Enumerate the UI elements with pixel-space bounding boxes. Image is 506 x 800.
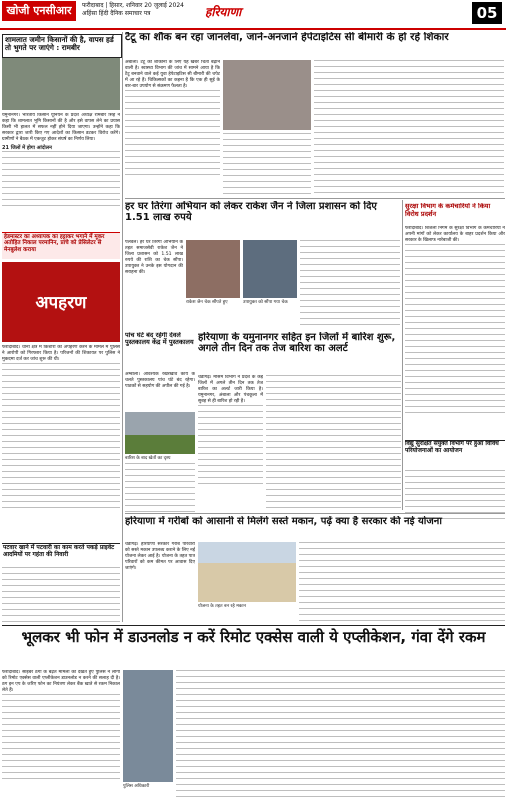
lead-headline: टैटू का शौक बन रहा जानलेवा, जाने-अनजाने हेपेटाइटिस सी बीमारी के हो रहे शिकार: [125, 32, 449, 43]
bottom-headline-box: [2, 628, 505, 666]
lead-body-2: [223, 133, 311, 195]
section-rule-2: [125, 513, 505, 514]
patwar-headline: पटवार खाने में पटवारी का काम करते पकड़े प्राइवेट आदमियों पर गहंता की निवारी: [3, 544, 115, 558]
field-caption: बारिश के बाद खेतों का दृश्य: [125, 456, 171, 461]
left-body: [2, 113, 120, 231]
left-headline-box: [2, 34, 122, 58]
rain-body-text: चंडीगढ़। मौसम विभाग ने प्रदेश के कई जिलों में अगले तीन दिन तक तेज बारिश का अलर्ट जारी किया है। यमुनानगर, अंबाला और पंचकूला में सुबह से ही बारिश हो रही है।: [198, 375, 263, 404]
right-body-lines: [405, 244, 505, 414]
left-body-lines: [2, 151, 120, 211]
bottom-body-lines: [2, 694, 120, 784]
left-headline: शामलात जमीन किसानों की है, वापस हर्ड तो भुगते पर जाएंगे : रामबीर: [5, 35, 114, 53]
right-title-2-box: [405, 440, 505, 469]
housing-headline: हरियाणा में गरीबों को आसानी से मिलेंगे सस्ते मकान, पढ़ें क्या है सरकार की नई योजना: [125, 516, 442, 527]
patwar-body: [2, 567, 120, 622]
officer-caption: पुलिस अधिकारी: [123, 784, 150, 789]
housing-body-2: [299, 542, 505, 622]
pustak-headline-box: [125, 332, 195, 370]
flag-body: [125, 240, 183, 330]
bottom-body-text: फरीदाबाद। साइबर ठगी के बढ़ते मामलों को देखते हुए पुलिस ने लोगों को रिमोट एक्सेस वाली एप्लीकेशन डाउनलोड न करने की सलाह दी है। ठग इन एप के जरिए फोन का नियंत्रण लेकर बैंक खाते से रकम निकाल लेते हैं।: [2, 670, 120, 693]
crime-body-lines: [2, 363, 120, 513]
right-rule: [402, 200, 403, 510]
section-rule-1: [125, 198, 505, 199]
crime-banner: [2, 262, 120, 342]
crime-body: [2, 345, 120, 540]
housing-body: [125, 542, 195, 622]
group-photo: [2, 58, 120, 110]
flag-headline: हर घर तिरंगा अभियान को लेकर राकेश जैन ने जिला प्रशासन को दिए 1.51 लाख रुपये: [125, 201, 377, 224]
section-title: हरियाणा: [205, 5, 242, 19]
flag-photo-1: [186, 240, 240, 298]
right-body-lines-2: [405, 470, 505, 522]
bottom-body: [2, 670, 120, 798]
rain-headline: हरियाणा के यमुनानगर सहित इन जिलों में बारिश शुरू, अगले तीन दिन तक तेज बारिश का अलर्ट: [198, 332, 396, 355]
housing-caption: योजना के तहत बन रहे मकान: [198, 604, 247, 609]
rain-body-lines: [198, 405, 263, 485]
flag-headline-box: [125, 201, 401, 237]
housing-body-lines: [299, 542, 505, 622]
flag-caption-1: राकेश जैन चेक सौंपते हुए: [186, 300, 228, 305]
pustak-headline: पांच घंटे बंद रहेगी देवले पुस्तकालय केंद्र में पुस्तकालय: [125, 332, 194, 347]
right-title-box: [405, 203, 505, 225]
right-body-2: [405, 470, 505, 522]
rain-body-lines-2: [266, 375, 401, 510]
paper-name: खोजी एनसीआर: [2, 1, 76, 21]
pustak-body-lines: [125, 463, 195, 513]
right-body: [405, 226, 505, 436]
lead-body-3: [314, 60, 504, 195]
patwar-body-lines: [2, 567, 120, 622]
patwar-headline-box: [2, 543, 120, 566]
column-rule: [122, 32, 123, 622]
lead-body-lines-2: [223, 133, 311, 195]
lead-body-lines: [125, 90, 220, 180]
page-number: 05: [472, 2, 502, 24]
lead-headline-box: [125, 32, 505, 58]
flag-body-2: [300, 240, 400, 330]
rain-body-2: [266, 375, 401, 510]
left-body-text: यमुनानगर। भारतीय किसान यूनियन के प्रदेश अध्यक्ष रामबीर सिंह ने कहा कि शामलात भूमि किसानों की है और इसे वापस लेने का प्रयास किसी भी हालत में सफल नहीं होने दिया जाएगा। उन्होंने कहा कि सरकार द्वारा जारी किए गए आदेशों का किसान डटकर विरोध करेंगे। ग्रामीणों ने बैठक में एकजुट होकर संघर्ष का निर्णय लिया।: [2, 113, 120, 142]
crime-body-text: फरीदाबाद। थाना क्षेत्र में किशोरी का अपहरण करने के मामले में पुलिस ने आरोपी को गिरफ्तार किया है। परिजनों की शिकायत पर पुलिस ने मुकदमा दर्ज कर जांच शुरू की थी।: [2, 345, 120, 362]
masthead: [0, 0, 506, 30]
flag-body-text: पलवल। हर घर तिरंगा अभियान के तहत समाजसेवी राकेश जैन ने जिला प्रशासन को 1.51 लाख रुपये की राशि का चेक सौंपा। उपायुक्त ने उनके इस योगदान की सराहना की।: [125, 240, 183, 275]
crime-title: अपहरण: [35, 293, 87, 313]
right-title-2: विद्यु सुरक्षित संयुक्त विभाग पर हुआ विविध परियोजनाओं का आयोजन: [405, 440, 499, 454]
housing-photo: [198, 542, 296, 602]
flag-caption-2: उपायुक्त को सौंपा गया चेक: [243, 300, 288, 305]
date-text: फरीदाबाद | हिसार, शनिवार 20 जुलाई 2024: [82, 2, 184, 9]
pustak-body-text: अम्बाला। आवश्यक रखरखाव कार्य के चलते पुस्तकालय पांच घंटे बंद रहेगा। पाठकों से सहयोग की अपील की गई है।: [125, 372, 195, 389]
lead-body: [125, 60, 220, 195]
lead-body-lines-3: [314, 60, 504, 195]
pustak-body-2: [125, 463, 195, 513]
field-photo: [125, 412, 195, 454]
bottom-headline: भूलकर भी फोन में डाउनलोड न करें रिमोट एक्सेस वाली ये एप्लीकेशन, गंवा देंगे रकम: [21, 628, 486, 646]
officer-photo: [123, 670, 173, 782]
bottom-body-2: [176, 670, 505, 798]
bottom-body-lines-2: [176, 670, 505, 798]
left-notice-box: [2, 232, 120, 259]
left-subheading: 21 जिलों में होगा आंदोलन: [2, 145, 52, 151]
rain-headline-box: [198, 332, 401, 372]
right-title: सुरक्षा विभाग के कर्मचारियों ने किया विरोध प्रदर्शन: [405, 203, 491, 218]
flag-body-lines-2: [300, 240, 400, 330]
right-body-text: फरीदाबाद। बिजली निगम के सुरक्षा विभाग के कर्मचारियों ने अपनी मांगों को लेकर कार्यालय के बाहर प्रदर्शन किया और सरकार के खिलाफ नारेबाजी की।: [405, 226, 505, 243]
flag-photo-2: [243, 240, 297, 298]
housing-body-text: चंडीगढ़। हरियाणा सरकार गरीब परिवारों को सस्ते मकान उपलब्ध कराने के लिए नई योजना लेकर आई है। योजना के तहत पात्र परिवारों को कम कीमत पर आवास दिए जाएंगे।: [125, 542, 195, 571]
left-notice: हेडमास्टर का अध्यापक का हट्टाकर भगाने में मूकर अतोहित निकाल परमानिन, प्राचे को प्रेसिलेटर से मेनबुलेश कराया: [4, 234, 105, 253]
tattoo-photo: [223, 60, 311, 130]
section-rule-3: [2, 625, 505, 626]
rain-body: [198, 375, 263, 510]
pustak-body: [125, 372, 195, 410]
lead-body-text: अंबाला। टैटू की शौकीनों के लिए यह खबर चिंता बढ़ाने वाली है। स्वास्थ्य विभाग की जांच में सामने आया है कि टैटू बनवाने वाले कई युवा हेपेटाइटिस सी बीमारी की चपेट में आ रहे हैं। चिकित्सकों का कहना है कि एक ही सुई के बार-बार उपयोग से संक्रमण फैलता है।: [125, 60, 220, 89]
sub-line: अहिंसा हिंदी दैनिक समाचार पत्र: [82, 10, 151, 17]
housing-headline-box: [125, 516, 505, 540]
